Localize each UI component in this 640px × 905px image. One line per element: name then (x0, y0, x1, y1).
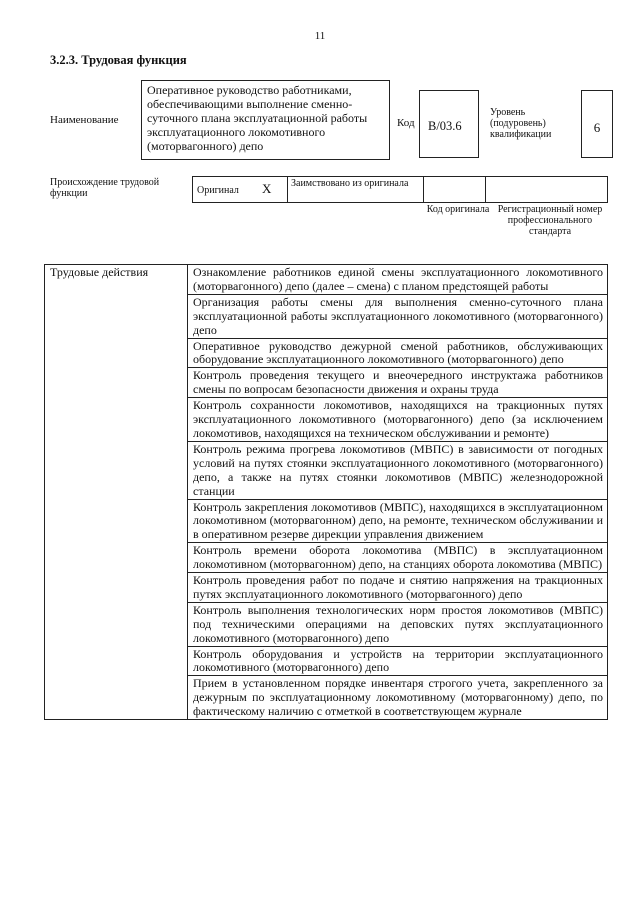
code-value: B/03.6 (419, 90, 479, 158)
origin-row (192, 176, 608, 203)
function-name-value: Оперативное руководство работниками, обеспечивающими выполнение сменно-суточного плана эксплуатационной работы эксплуатационного локомотивного (моторвагонного) депо (141, 80, 390, 160)
borrowed-cell (288, 177, 424, 202)
labor-action-item: Ознакомление работников единой смены эксплуатационного локомотивного (моторвагонного) депо (далее – смена) с планом предстоящей работы (188, 265, 608, 295)
original-cell (193, 177, 288, 202)
reg-number-caption: Регистрационный номер профессионального стандарта (497, 204, 603, 237)
section-title: 3.2.3. Трудовая функция (50, 53, 187, 67)
labor-action-item: Контроль оборудования и устройств на территории эксплуатационного локомотивного (моторвагонного) депо (188, 646, 608, 676)
table-row (45, 265, 608, 295)
labor-action-item: Прием в установленном порядке инвентаря строгого учета, закрепленного за дежурным по эксплуатационному локомотивному (моторвагонному) депо, по фактическому наличию с отметкой в соответствующем журнале (188, 676, 608, 720)
labor-action-item: Контроль режима прогрева локомотивов (МВПС) в зависимости от погодных условий на путях стоянки эксплуатационного локомотивного (моторвагонного) депо, а также на путях стоянки локомотивов (МВПС) железнодорожной станции (188, 441, 608, 499)
original-mark: X (262, 181, 272, 196)
code-original-caption: Код оригинала (426, 204, 490, 215)
labor-actions-table (44, 264, 608, 720)
code-label: Код (397, 117, 415, 129)
reg-number-cell (486, 177, 607, 202)
level-value: 6 (581, 90, 613, 158)
origin-label: Происхождение трудовой функции (50, 177, 160, 199)
labor-actions-label: Трудовые действия (45, 265, 188, 720)
page-number: 11 (314, 30, 326, 42)
code-original-cell (424, 177, 486, 202)
labor-action-item: Контроль закрепления локомотивов (МВПС), находящихся в эксплуатационном локомотивном (моторвагонном) депо, на ремонте, техническом обслуживании и в оперативном резерве дирекции управления движением (188, 499, 608, 543)
labor-action-item: Контроль сохранности локомотивов, находящихся на тракционных путях эксплуатационного локомотивного (моторвагонного) депо (за исключением локомотивов, находящихся на техническом обслуживании и ремонте) (188, 398, 608, 442)
labor-action-item: Оперативное руководство дежурной сменой работников, обслуживающих оборудование эксплуатационного локомотивного (моторвагонного) депо (188, 338, 608, 368)
labor-action-item: Организация работы смены для выполнения сменно-суточного плана эксплуатационной работы эксплуатационного локомотивного (моторвагонного) депо (188, 294, 608, 338)
borrowed-label: Заимствовано из оригинала (291, 178, 409, 189)
name-label: Наименование (50, 114, 119, 126)
original-label: Оригинал (197, 185, 239, 196)
labor-action-item: Контроль времени оборота локомотива (МВПС) в эксплуатационном локомотивном (моторвагонном) депо, на станциях оборота локомотива (МВПС) (188, 543, 608, 573)
level-label: Уровень (подуровень) квалификации (490, 107, 552, 140)
labor-action-item: Контроль выполнения технологических норм простоя локомотивов (МВПС) под техническими операциями на деповских путях эксплуатационного локомотивного (моторвагонного) депо (188, 602, 608, 646)
labor-action-item: Контроль проведения текущего и внеочередного инструктажа работников смены по вопросам безопасности движения и охраны труда (188, 368, 608, 398)
labor-action-item: Контроль проведения работ по подаче и снятию напряжения на тракционных путях эксплуатационного локомотивного (моторвагонного) депо (188, 573, 608, 603)
